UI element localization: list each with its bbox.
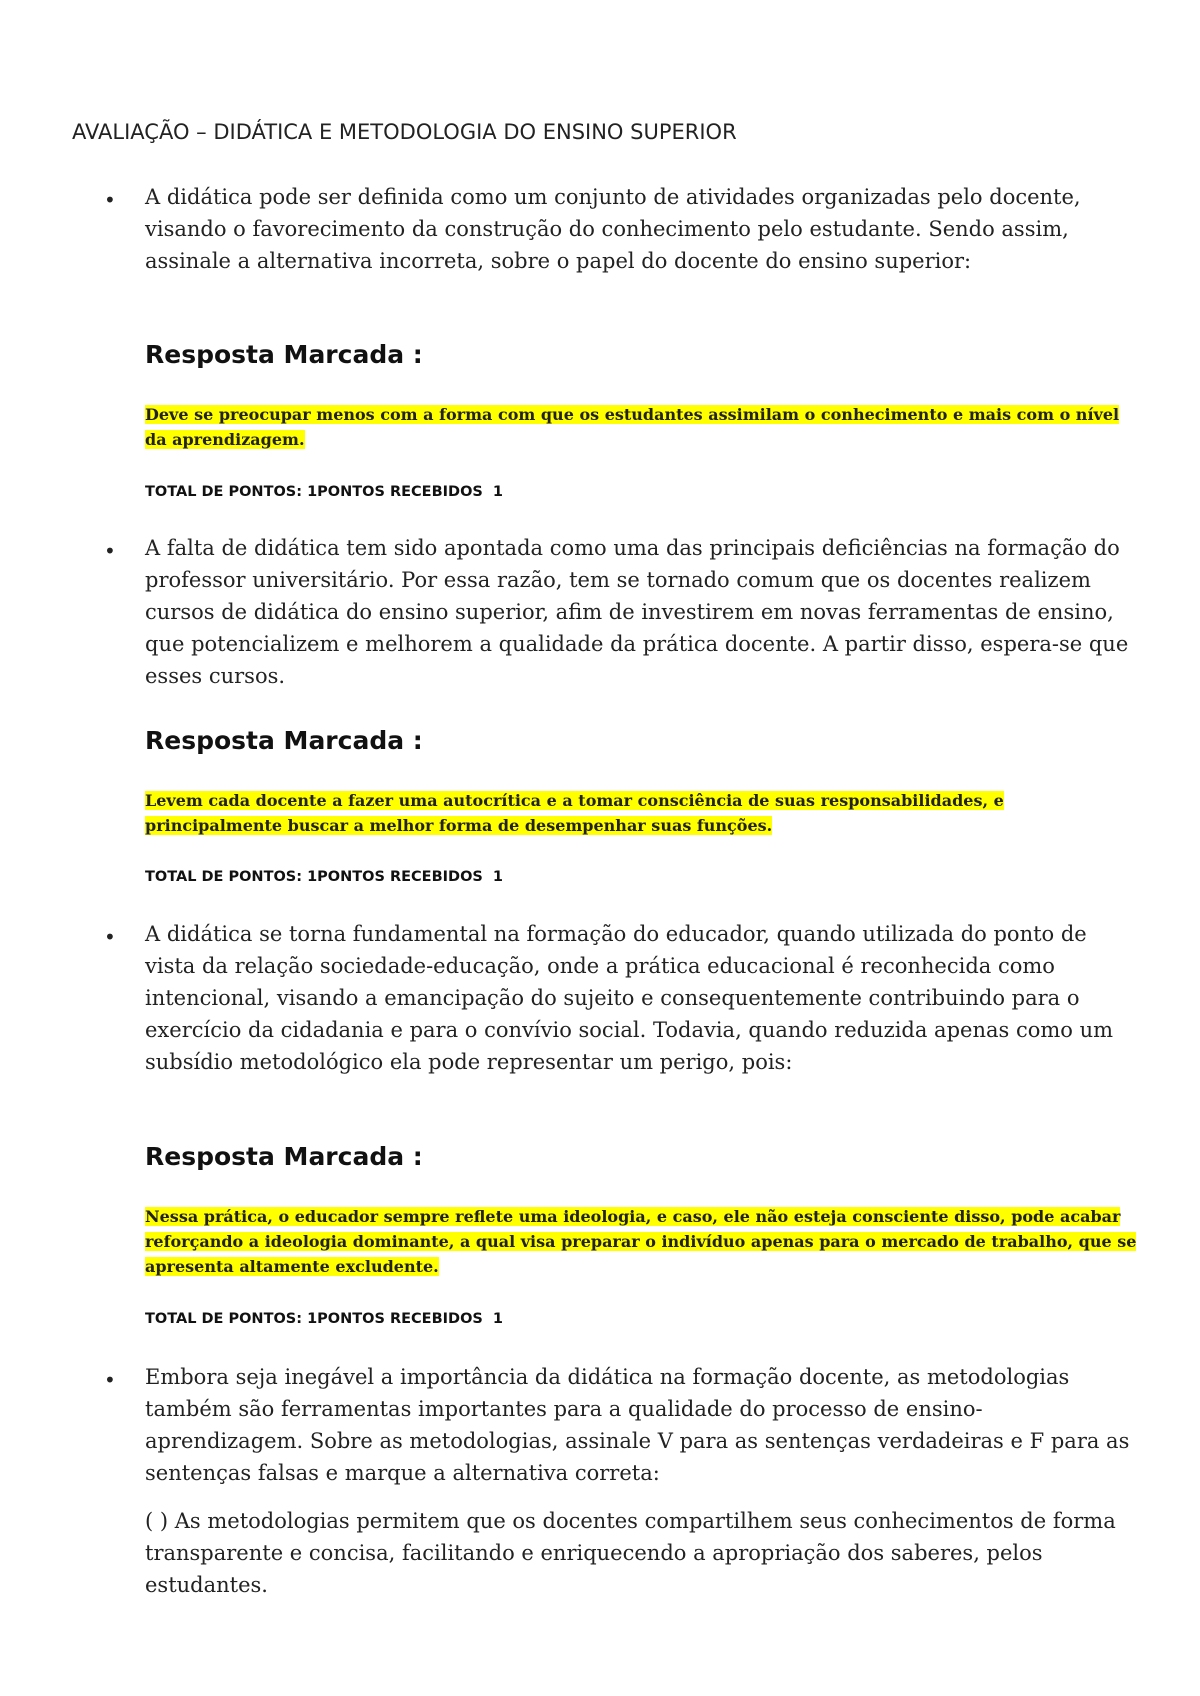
bullet: • [104,539,116,563]
score-line: TOTAL DE PONTOS: 1PONTOS RECEBIDOS 1 [145,484,504,500]
true-false-sentence: ( ) As metodologias permitem que os docentes compartilhem seus conhecimentos de forma transparente e concisa, facilitando e enriquecendo a apropriação dos saberes, pelos estudantes. [145,1509,1116,1597]
document-title: AVALIAÇÃO – DIDÁTICA E METODOLOGIA DO ENSINO SUPERIOR [72,120,737,144]
bullet: • [104,925,116,949]
answer-highlight: Levem cada docente a fazer uma autocrítica e a tomar consciência de suas responsabilidades, e principalmente buscar a melhor forma de desempenhar suas funções. [145,791,1004,835]
bullet: • [104,1368,116,1392]
question-text: Embora seja inegável a importância da didática na formação docente, as metodologias também são ferramentas importantes para a qualidade do processo de ensino-aprendizagem. Sobre as metodologias, assinale V para as sentenças verdadeiras e F para as sentenças falsas e marque a alternativa correta: [145,1365,1130,1485]
answer-label: Resposta Marcada : [145,340,423,369]
answer-highlight: Deve se preocupar menos com a forma com que os estudantes assimilam o conhecimento e mais com o nível da aprendizagem. [145,405,1120,449]
bullet: • [104,188,116,212]
answer-label: Resposta Marcada : [145,726,423,755]
question-text: A falta de didática tem sido apontada como uma das principais deficiências na formação do professor universitário. Por essa razão, tem se tornado comum que os docentes realizem cursos de didática do ensino superior, afim de investirem em novas ferramentas de ensino, que potencializem e melhorem a qualidade da prática docente. A partir disso, espera-se que esses cursos. [145,536,1129,688]
question-text: A didática se torna fundamental na formação do educador, quando utilizada do ponto de vista da relação sociedade-educação, onde a prática educacional é reconhecida como intencional, visando a emancipação do sujeito e consequentemente contribuindo para o exercício da cidadania e para o convívio social. Todavia, quando reduzida apenas como um subsídio metodológico ela pode representar um perigo, pois: [145,922,1114,1074]
marked-answer [145,788,1140,838]
marked-answer [145,402,1140,452]
answer-highlight: Nessa prática, o educador sempre reflete uma ideologia, e caso, ele não esteja consciente disso, pode acabar reforçando a ideologia dominante, a qual visa preparar o indivíduo apenas para o mercado de trabalho, que se apresenta altamente excludente. [145,1207,1137,1276]
answer-label: Resposta Marcada : [145,1142,423,1171]
question-text: A didática pode ser definida como um conjunto de atividades organizadas pelo docente, visando o favorecimento da construção do conhecimento pelo estudante. Sendo assim, assinale a alternativa incorreta, sobre o papel do docente do ensino superior: [145,185,1081,273]
score-line: TOTAL DE PONTOS: 1PONTOS RECEBIDOS 1 [145,869,504,885]
marked-answer [145,1204,1140,1279]
score-line: TOTAL DE PONTOS: 1PONTOS RECEBIDOS 1 [145,1311,504,1327]
